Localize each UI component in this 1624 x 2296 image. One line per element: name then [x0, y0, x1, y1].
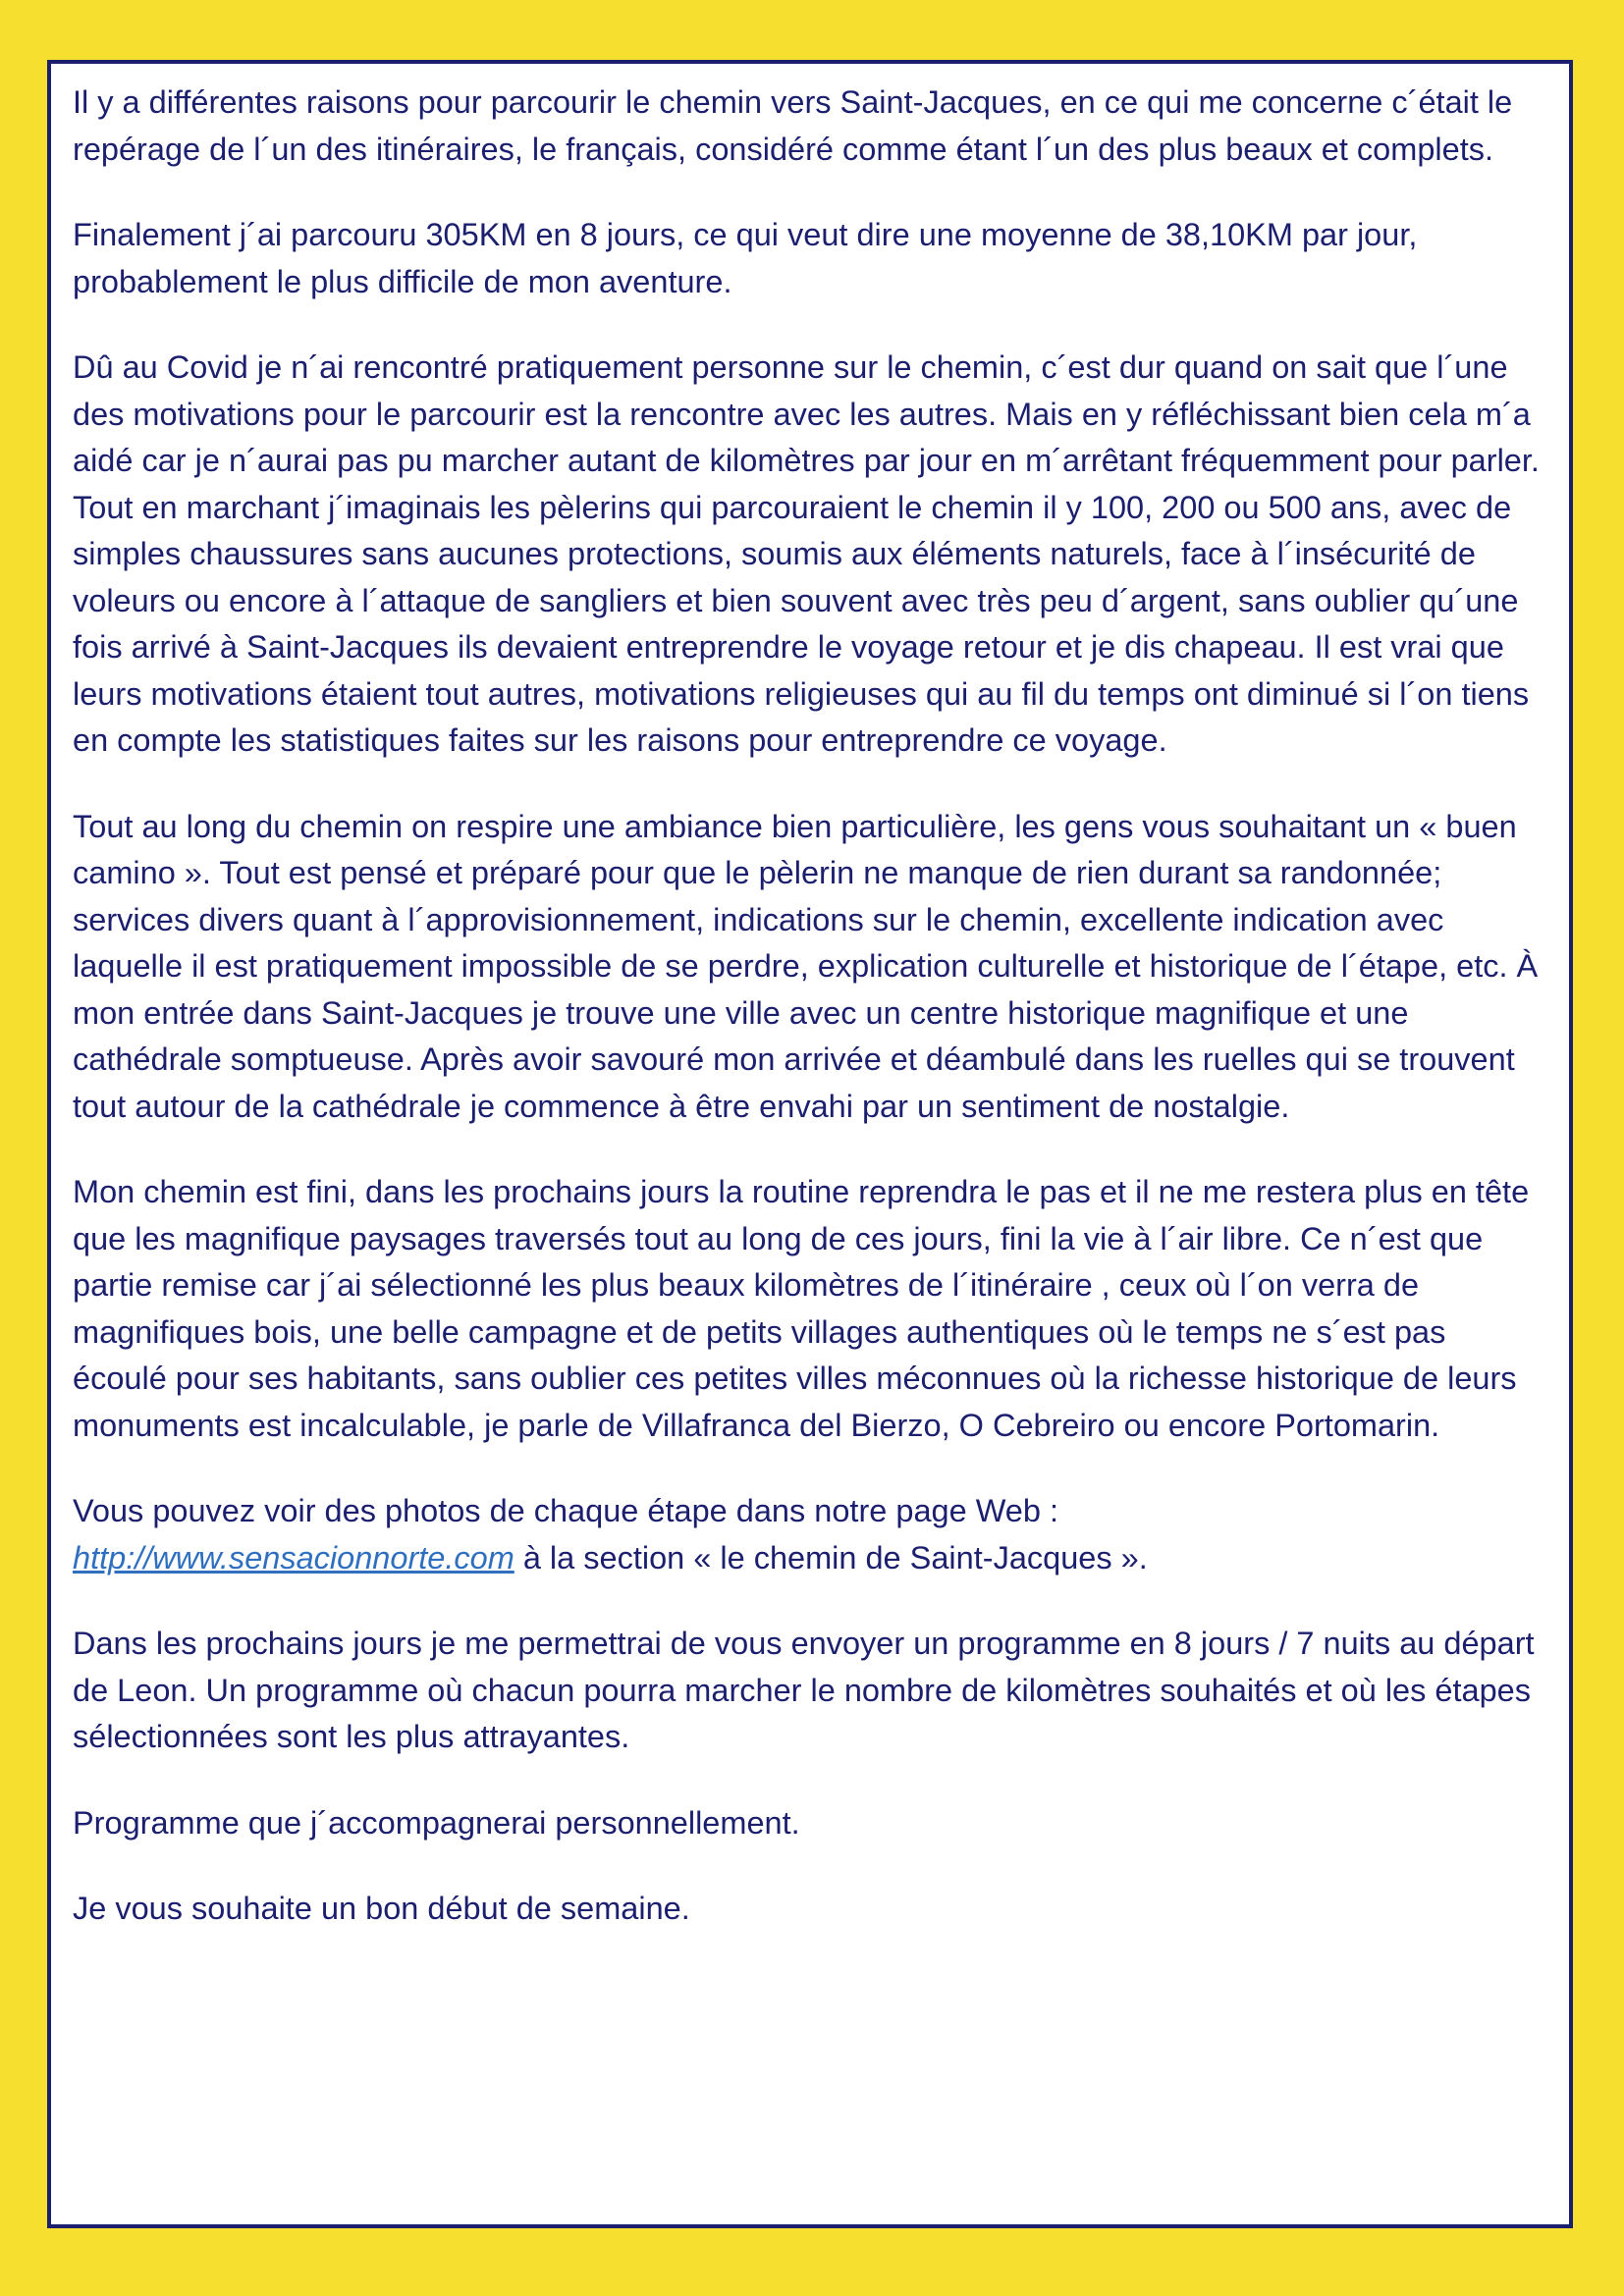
paragraph-greeting: Je vous souhaite un bon début de semaine.	[73, 1891, 690, 1926]
paragraph-reasons: Il y a différentes raisons pour parcourir le chemin vers Saint-Jacques, en ce qui me concerne c´était le repérage de l´un des itinéraires, le français, considéré comme étant l´un des plus beaux et complets.	[73, 84, 1513, 167]
document-body	[73, 80, 1547, 1933]
paragraph-accompany: Programme que j´accompagnerai personnellement.	[73, 1804, 800, 1841]
paragraph-distance: Finalement j´ai parcouru 305KM en 8 jours, ce qui veut dire une moyenne de 38,10KM par jour, probablement le plus difficile de mon aventure.	[73, 217, 1418, 299]
paragraph-end-of-journey: Mon chemin est fini, dans les prochains jours la routine reprendra le pas et il ne me restera plus en tête que les magnifique paysages traversés tout au long de ces jours, fini la vie à l´air libre. Ce n´est que partie remise car j´ai sélectionné les plus beaux kilomètres de l´itinéraire , ceux où l´on verra de magnifiques bois, une belle campagne et de petits villages authentiques où le temps ne s´est pas écoulé pour ses habitants, sans oublier ces petites villes méconnues où la richesse historique de leurs monuments est incalculable, je parle de Villafranca del Bierzo, O Cebreiro ou encore Portomarin.	[73, 1174, 1530, 1443]
web-photos-section-text: à la section « le chemin de Saint-Jacques ».	[514, 1539, 1148, 1575]
paragraph-ambiance: Tout au long du chemin on respire une ambiance bien particulière, les gens vous souhaitant un « buen camino ». Tout est pensé et préparé pour que le pèlerin ne manque de rien durant sa randonnée; services divers quant à l´approvisionnement, indications sur le chemin, excellente indication avec laquelle il est pratiquement impossible de se perdre, explication culturelle et historique de l´étape, etc. À mon entrée dans Saint-Jacques je trouve une ville avec un centre historique magnifique et une cathédrale somptueuse. Après avoir savouré mon arrivée et déambulé dans les ruelles qui se trouvent tout autour de la cathédrale je commence à être envahi par un sentiment de nostalgie.	[73, 808, 1539, 1124]
document-frame	[47, 60, 1573, 2228]
paragraph-web-photos	[73, 1488, 1547, 1581]
web-photos-text: Vous pouvez voir des photos de chaque étape dans notre page Web :	[73, 1493, 1059, 1528]
paragraph-covid: Dû au Covid je n´ai rencontré pratiquement personne sur le chemin, c´est dur quand on sait que l´une des motivations pour le parcourir est la rencontre avec les autres. Mais en y réfléchissant bien cela m´a aidé car je n´aurai pas pu marcher autant de kilomètres par jour en m´arrêtant fréquemment pour parler.	[73, 349, 1540, 478]
website-link[interactable]: http://www.sensacionnorte.com	[73, 1539, 514, 1575]
paragraph-program: Dans les prochains jours je me permettrai de vous envoyer un programme en 8 jours / 7 nuits au départ de Leon. Un programme où chacun pourra marcher le nombre de kilomètres souhaités et où les étapes sélectionnées sont les plus attrayantes.	[73, 1626, 1535, 1754]
paragraph-pilgrims: Tout en marchant j´imaginais les pèlerins qui parcouraient le chemin il y 100, 200 ou 500 ans, avec de simples chaussures sans aucunes protections, soumis aux éléments naturels, face à l´insécurité de voleurs ou encore à l´attaque de sangliers et bien souvent avec très peu d´argent, sans oublier qu´une fois arrivé à Saint-Jacques ils devaient entreprendre le voyage retour et je dis chapeau. Il est vrai que leurs motivations étaient tout autres, motivations religieuses qui au fil du temps ont diminué si l´on tiens en compte les statistiques faites sur les raisons pour entreprendre ce voyage.	[73, 489, 1530, 758]
